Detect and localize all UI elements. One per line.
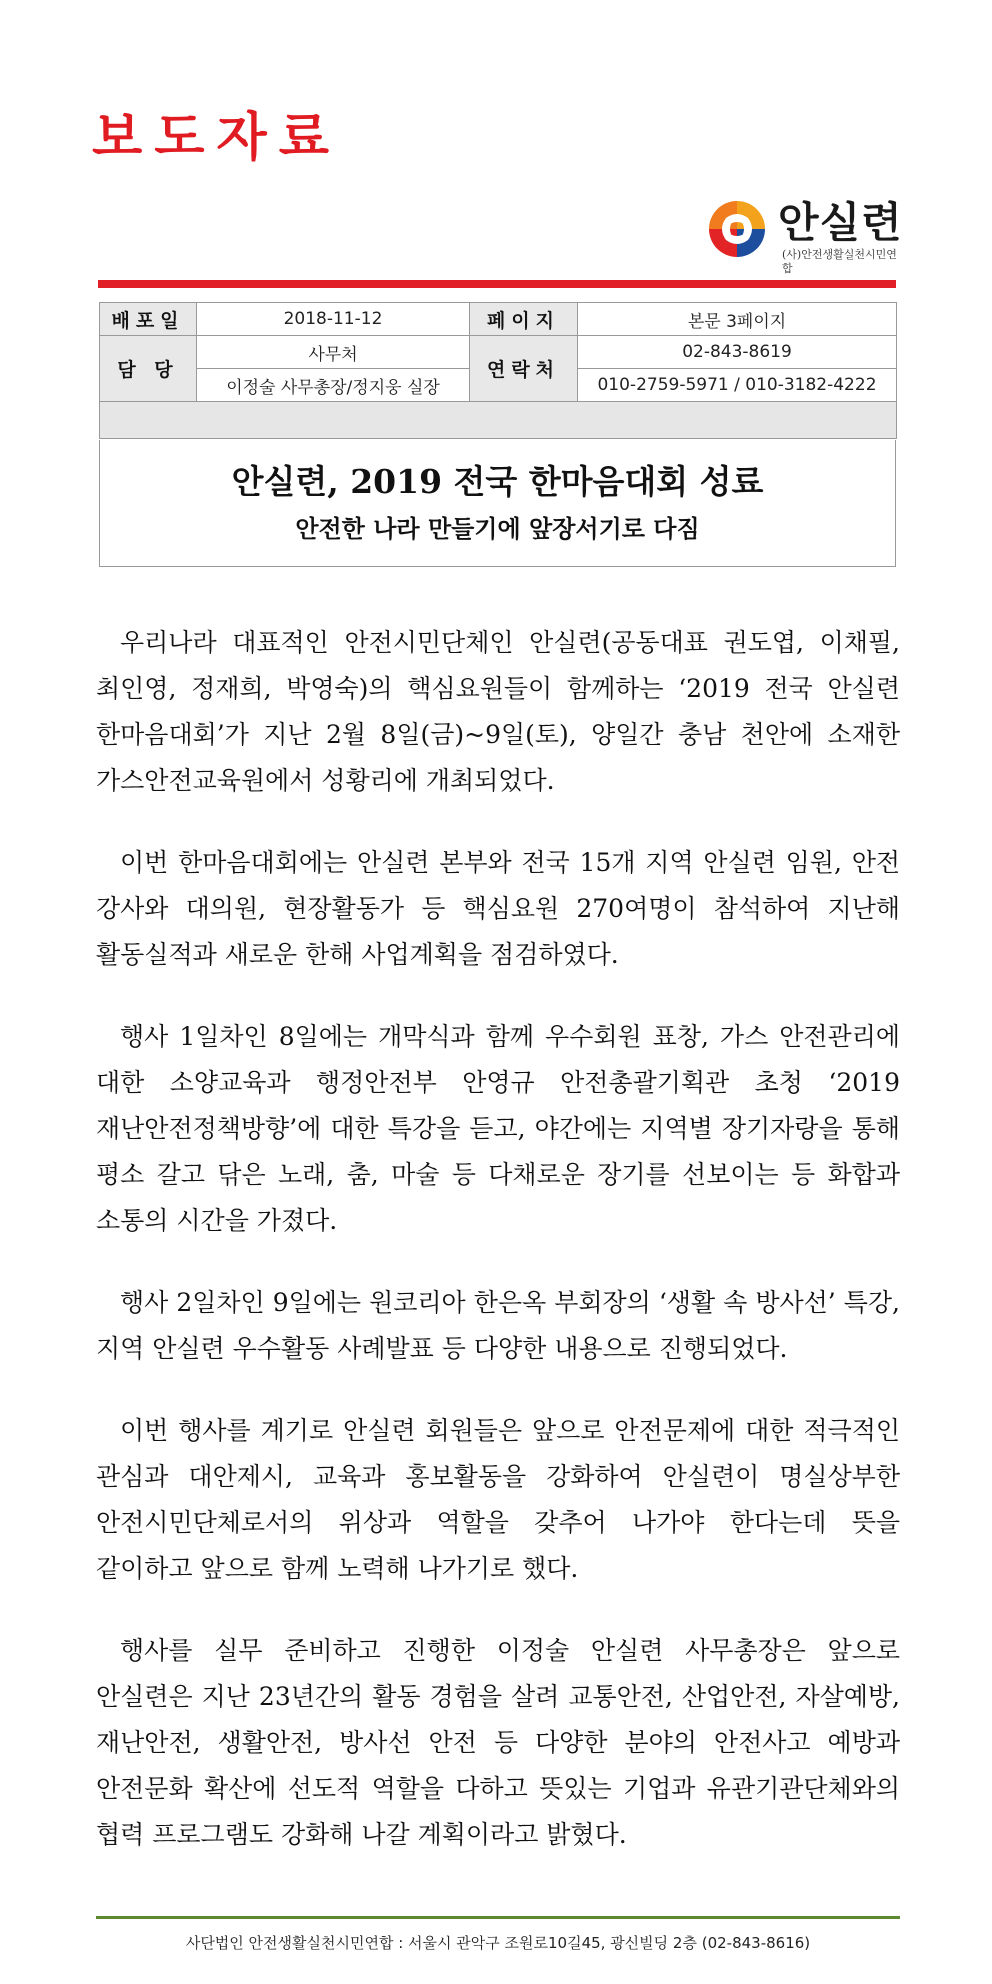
paragraph: 행사를 실무 준비하고 진행한 이정술 안실련 사무총장은 앞으로 안실련은 지난 23년간의 활동 경험을 살려 교통안전, 산업안전, 자살예방, 재난안전, 생활안전, 방사선 안전 등 다양한 분야의 안전사고 예방과 안전문화 확산에 선도적 역할을 다하고 뜻있는 기업과 유관기관단체와의 협력 프로그램도 강화해 나갈 계획이라고 밝혔다. bbox=[96, 1636, 900, 1849]
logo-subtitle: (사)안전생활실천시민연합 bbox=[782, 248, 897, 275]
header-divider bbox=[98, 280, 896, 288]
phone-label: 연락처 bbox=[470, 336, 578, 402]
press-release-title: 보도자료 bbox=[92, 108, 341, 168]
headline-box bbox=[99, 440, 896, 567]
phone-mobile: 010-2759-5971 / 010-3182-4222 bbox=[578, 369, 897, 402]
puzzle-logo-icon bbox=[706, 198, 768, 260]
page-value: 본문 3페이지 bbox=[578, 303, 897, 336]
paragraph: 행사 1일차인 8일에는 개막식과 함께 우수회원 표창, 가스 안전관리에 대한 소양교육과 행정안전부 안영규 안전총괄기획관 초청 ‘2019 재난안전정책방향’에 대한 특강을 듣고, 야간에는 지역별 장기자랑을 통해 평소 갈고 닦은 노래, 춤, 마술 등 다채로운 장기를 선보이는 등 화합과 소통의 시간을 가졌다. bbox=[96, 1022, 900, 1235]
logo-name: 안실련 bbox=[778, 198, 903, 247]
page-label: 페이지 bbox=[470, 303, 578, 336]
headline: 안실련, 2019 전국 한마음대회 성료 bbox=[231, 462, 764, 501]
contact-label: 담 당 bbox=[100, 336, 197, 402]
date-value: 2018-11-12 bbox=[197, 303, 470, 336]
article-body bbox=[96, 620, 900, 1894]
paragraph: 행사 2일차인 9일에는 원코리아 한은옥 부회장의 ‘생활 속 방사선’ 특강, 지역 안실련 우수활동 사례발표 등 다양한 내용으로 진행되었다. bbox=[96, 1288, 900, 1363]
date-label: 배포일 bbox=[100, 303, 197, 336]
organization-logo bbox=[706, 198, 906, 275]
paragraph: 우리나라 대표적인 안전시민단체인 안실련(공동대표 권도엽, 이채필, 최인영, 정재희, 박영숙)의 핵심요원들이 함께하는 ‘2019 전국 안실련 한마음대회’가 지난 2월 8일(금)~9일(토), 양일간 충남 천안에 소재한 가스안전교육원에서 성황리에 개최되었다. bbox=[96, 628, 900, 795]
footer-divider bbox=[96, 1916, 900, 1919]
contact-people: 이정술 사무총장/정지웅 실장 bbox=[197, 369, 470, 402]
subheadline: 안전한 나라 만들기에 앞장서기로 다짐 bbox=[295, 514, 700, 543]
contact-org: 사무처 bbox=[197, 336, 470, 369]
footer-address: 사단법인 안전생활실천시민연합 : 서울시 관악구 조원로10길45, 광신빌딩 2층 (02-843-8616) bbox=[185, 1934, 811, 1952]
info-spacer-row bbox=[100, 402, 897, 439]
phone-main: 02-843-8619 bbox=[578, 336, 897, 369]
paragraph: 이번 한마음대회에는 안실련 본부와 전국 15개 지역 안실련 임원, 안전 강사와 대의원, 현장활동가 등 핵심요원 270여명이 참석하여 지난해 활동실적과 새로운 한해 사업계획을 점검하였다. bbox=[96, 848, 900, 969]
paragraph: 이번 행사를 계기로 안실련 회원들은 앞으로 안전문제에 대한 적극적인 관심과 대안제시, 교육과 홍보활동을 강화하여 안실련이 명실상부한 안전시민단체로서의 위상과 역할을 갖추어 나가야 한다는데 뜻을 같이하고 앞으로 함께 노력해 나가기로 했다. bbox=[96, 1416, 900, 1583]
release-info-table bbox=[99, 302, 897, 439]
